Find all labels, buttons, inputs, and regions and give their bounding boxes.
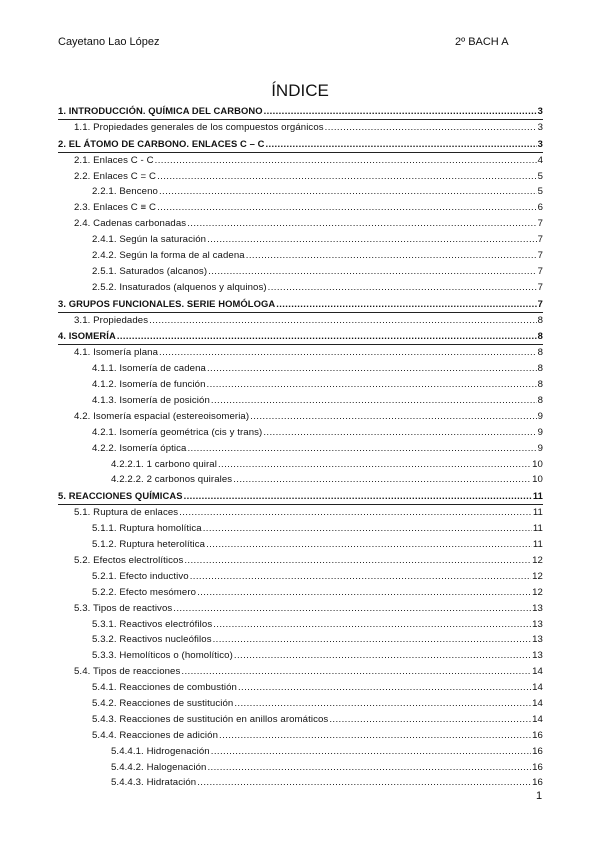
- toc-leader-dots: [159, 184, 537, 200]
- toc-entry-label: 5.1. Ruptura de enlaces: [74, 507, 179, 519]
- toc-leader-dots: [219, 728, 531, 744]
- toc-entry[interactable]: [58, 441, 543, 457]
- toc-entry-label: 5.3.1. Reactivos electrófilos: [92, 618, 213, 630]
- toc-entry-page: 12: [532, 570, 543, 582]
- toc-entry[interactable]: [58, 120, 543, 136]
- toc-leader-dots: [211, 393, 537, 409]
- toc-entry-label: 4.2.2. Isomería óptica: [92, 442, 187, 454]
- toc-entry[interactable]: [58, 472, 543, 488]
- toc-entry[interactable]: [58, 744, 543, 760]
- toc-entry-label: 5.2.2. Efecto mesómero: [92, 586, 197, 598]
- toc-entry[interactable]: [58, 585, 543, 601]
- toc-entry-page: 3: [537, 105, 543, 116]
- toc-entry-label: 4.2.1. Isomería geométrica (cis y trans): [92, 426, 263, 438]
- toc-entry[interactable]: [58, 393, 543, 409]
- toc-entry-page: 14: [532, 697, 543, 709]
- toc-entry-label: 5.4.2. Reacciones de sustitución: [92, 697, 234, 709]
- toc-entry-page: 7: [537, 265, 543, 277]
- toc-entry[interactable]: [58, 296, 543, 313]
- toc-entry-label: 5.4.1. Reacciones de combustión: [92, 682, 237, 694]
- toc-entry[interactable]: [58, 280, 543, 296]
- toc-entry[interactable]: [58, 425, 543, 441]
- toc-entry[interactable]: [58, 521, 543, 537]
- toc-entry-label: 4.2.2.1. 1 carbono quiral: [111, 458, 217, 470]
- toc-leader-dots: [206, 537, 532, 553]
- toc-entry[interactable]: [58, 664, 543, 680]
- toc-entry-label: 4.2.2.2. 2 carbonos quirales: [111, 474, 233, 486]
- toc-entry-page: 11: [532, 523, 543, 535]
- header-course: 2º BACH A: [455, 36, 509, 48]
- toc-entry-page: 12: [532, 554, 543, 566]
- toc-entry[interactable]: [58, 136, 543, 153]
- toc-entry-label: 5.3. Tipos de reactivos: [74, 602, 173, 614]
- toc-entry[interactable]: [58, 505, 543, 521]
- toc-entry[interactable]: [58, 632, 543, 648]
- page-title: ÍNDICE: [271, 81, 329, 101]
- toc-entry-label: 4. ISOMERÍA: [58, 330, 116, 342]
- toc-entry-page: 13: [532, 634, 543, 646]
- toc-entry-label: 2.5.2. Insaturados (alquenos y alquinos): [92, 281, 267, 293]
- toc-entry-page: 11: [532, 507, 543, 519]
- toc-leader-dots: [187, 216, 536, 232]
- toc-leader-dots: [197, 775, 531, 791]
- toc-leader-dots: [157, 200, 537, 216]
- toc-entry-page: 5: [537, 170, 543, 182]
- toc-leader-dots: [233, 472, 531, 488]
- toc-entry-label: 4.2. Isomería espacial (estereoisomeria): [74, 410, 250, 422]
- toc-entry-page: 7: [537, 297, 543, 309]
- toc-entry[interactable]: [58, 553, 543, 569]
- toc-entry-page: 9: [537, 410, 543, 422]
- toc-leader-dots: [238, 680, 531, 696]
- toc-leader-dots: [234, 648, 531, 664]
- toc-entry[interactable]: [58, 377, 543, 393]
- toc-entry[interactable]: [58, 232, 543, 248]
- toc-entry-label: 5.2. Efectos electrolíticos: [74, 554, 184, 566]
- toc-entry-label: 2.4.2. Según la forma de al cadena: [92, 250, 245, 262]
- toc-entry-page: 11: [532, 490, 543, 502]
- toc-entry-label: 2.1. Enlaces C - C: [74, 154, 154, 166]
- toc-entry-label: 2.2.1. Benceno: [92, 186, 158, 198]
- toc-leader-dots: [207, 760, 531, 776]
- toc-leader-dots: [149, 313, 536, 329]
- toc-entry-page: 16: [532, 761, 543, 773]
- toc-entry[interactable]: [58, 680, 543, 696]
- toc-leader-dots: [190, 569, 531, 585]
- toc-entry-label: 3. GRUPOS FUNCIONALES. SERIE HOMÓLOGA: [58, 297, 276, 309]
- toc-entry[interactable]: [58, 457, 543, 473]
- toc-entry[interactable]: [58, 184, 543, 200]
- toc-entry[interactable]: [58, 617, 543, 633]
- toc-entry-page: 8: [537, 363, 543, 375]
- toc-entry-page: 10: [532, 474, 543, 486]
- toc-leader-dots: [197, 585, 531, 601]
- toc-entry[interactable]: [58, 601, 543, 617]
- toc-entry[interactable]: [58, 775, 543, 791]
- toc-entry-page: 8: [537, 347, 543, 359]
- toc-entry[interactable]: [58, 728, 543, 744]
- toc-leader-dots: [173, 601, 531, 617]
- toc-leader-dots: [207, 361, 537, 377]
- toc-entry-label: 5.1.2. Ruptura heterolítica: [92, 539, 206, 551]
- toc-leader-dots: [213, 617, 531, 633]
- toc-entry[interactable]: [58, 361, 543, 377]
- toc-entry-label: 5.1.1. Ruptura homolítica: [92, 523, 202, 535]
- toc-entry[interactable]: [58, 569, 543, 585]
- toc-leader-dots: [218, 457, 531, 473]
- toc-entry-page: 7: [537, 234, 543, 246]
- toc-entry-page: 7: [537, 218, 543, 230]
- toc-entry-page: 3: [537, 137, 543, 149]
- toc-entry-page: 9: [537, 442, 543, 454]
- toc-entry-label: 5.4.4. Reacciones de adición: [92, 729, 219, 741]
- header-author: Cayetano Lao López: [58, 36, 160, 48]
- toc-entry-page: 9: [537, 426, 543, 438]
- toc-leader-dots: [181, 664, 531, 680]
- toc-entry[interactable]: [58, 488, 543, 505]
- toc-entry-label: 5. REACCIONES QUÍMICAS: [58, 490, 183, 502]
- toc-entry[interactable]: [58, 537, 543, 553]
- toc-entry-label: 5.4.4.2. Halogenación: [111, 761, 207, 773]
- toc-entry-label: 2.3. Enlaces C ≡ C: [74, 202, 157, 214]
- toc-entry[interactable]: [58, 103, 543, 120]
- toc-leader-dots: [187, 441, 536, 457]
- toc-entry-page: 8: [537, 330, 543, 342]
- toc-entry-page: 11: [532, 539, 543, 551]
- toc-entry-page: 13: [532, 618, 543, 630]
- toc-leader-dots: [234, 696, 531, 712]
- table-of-contents: [58, 103, 543, 791]
- toc-leader-dots: [208, 264, 536, 280]
- toc-entry-label: 3.1. Propiedades: [74, 314, 149, 326]
- page-number: 1: [536, 790, 543, 802]
- toc-leader-dots: [184, 488, 532, 504]
- toc-entry-label: 5.3.3. Hemolíticos o (homolítico): [92, 650, 233, 662]
- toc-entry-page: 12: [532, 586, 543, 598]
- toc-entry-page: 14: [532, 713, 543, 725]
- toc-entry-page: 7: [537, 281, 543, 293]
- toc-entry[interactable]: [58, 409, 543, 425]
- toc-entry-page: 6: [537, 202, 543, 214]
- toc-entry-page: 4: [537, 154, 543, 166]
- toc-leader-dots: [246, 248, 537, 264]
- toc-entry[interactable]: [58, 696, 543, 712]
- toc-leader-dots: [263, 425, 536, 441]
- toc-leader-dots: [184, 553, 531, 569]
- toc-entry-page: 8: [537, 395, 543, 407]
- toc-leader-dots: [179, 505, 532, 521]
- toc-entry[interactable]: [58, 712, 543, 728]
- toc-entry-page: 16: [532, 729, 543, 741]
- toc-entry-label: 4.1.2. Isomería de función: [92, 379, 206, 391]
- toc-entry-label: 4.1.3. Isomería de posición: [92, 395, 210, 407]
- toc-entry[interactable]: [58, 328, 543, 345]
- toc-entry-page: 13: [532, 650, 543, 662]
- toc-entry-label: 2. EL ÁTOMO DE CARBONO. ENLACES C – C: [58, 137, 265, 149]
- toc-entry-page: 16: [532, 745, 543, 757]
- toc-entry-label: 5.3.2. Reactivos nucleófilos: [92, 634, 212, 646]
- toc-leader-dots: [211, 744, 531, 760]
- toc-entry[interactable]: [58, 264, 543, 280]
- toc-entry-label: 2.5.1. Saturados (alcanos): [92, 265, 208, 277]
- toc-entry-label: 5.2.1. Efecto inductivo: [92, 570, 189, 582]
- toc-entry[interactable]: [58, 248, 543, 264]
- toc-leader-dots: [159, 345, 537, 361]
- toc-leader-dots: [264, 103, 537, 119]
- toc-entry[interactable]: [58, 216, 543, 232]
- toc-entry-page: 7: [537, 250, 543, 262]
- toc-leader-dots: [213, 632, 532, 648]
- toc-entry-label: 4.1. Isomería plana: [74, 347, 159, 359]
- toc-entry-page: 16: [532, 777, 543, 789]
- toc-entry[interactable]: [58, 648, 543, 664]
- toc-entry-label: 4.1.1. Isomería de cadena: [92, 363, 206, 375]
- toc-entry[interactable]: [58, 313, 543, 329]
- toc-entry-label: 2.2. Enlaces C = C: [74, 170, 157, 182]
- toc-entry-label: 1.1. Propiedades generales de los compuestos orgánicos: [74, 121, 324, 133]
- toc-leader-dots: [207, 232, 536, 248]
- toc-leader-dots: [268, 280, 537, 296]
- toc-entry-page: 14: [532, 666, 543, 678]
- toc-entry[interactable]: [58, 760, 543, 776]
- toc-leader-dots: [250, 409, 536, 425]
- toc-leader-dots: [117, 328, 537, 344]
- toc-leader-dots: [276, 296, 536, 312]
- toc-entry[interactable]: [58, 200, 543, 216]
- toc-entry-label: 2.4.1. Según la saturación: [92, 234, 207, 246]
- toc-leader-dots: [203, 521, 532, 537]
- toc-entry-label: 5.4.3. Reacciones de sustitución en anillos aromáticos: [92, 713, 329, 725]
- toc-entry-page: 8: [537, 314, 543, 326]
- toc-entry-page: 8: [537, 379, 543, 391]
- toc-entry[interactable]: [58, 169, 543, 185]
- toc-entry-label: 5.4.4.1. Hidrogenación: [111, 745, 210, 757]
- toc-leader-dots: [325, 120, 537, 136]
- toc-leader-dots: [266, 136, 537, 152]
- toc-leader-dots: [157, 169, 537, 185]
- toc-entry-page: 5: [537, 186, 543, 198]
- toc-leader-dots: [329, 712, 531, 728]
- toc-entry-label: 5.4.4.3. Hidratación: [111, 777, 197, 789]
- toc-leader-dots: [207, 377, 537, 393]
- toc-entry-page: 3: [537, 121, 543, 133]
- toc-entry[interactable]: [58, 153, 543, 169]
- toc-entry-page: 14: [532, 682, 543, 694]
- toc-entry[interactable]: [58, 345, 543, 361]
- toc-entry-label: 2.4. Cadenas carbonadas: [74, 218, 187, 230]
- toc-entry-page: 10: [532, 458, 543, 470]
- toc-entry-page: 13: [532, 602, 543, 614]
- toc-entry-label: 5.4. Tipos de reacciones: [74, 666, 181, 678]
- toc-entry-label: 1. INTRODUCCIÓN. QUÍMICA DEL CARBONO: [58, 105, 263, 116]
- toc-leader-dots: [155, 153, 537, 169]
